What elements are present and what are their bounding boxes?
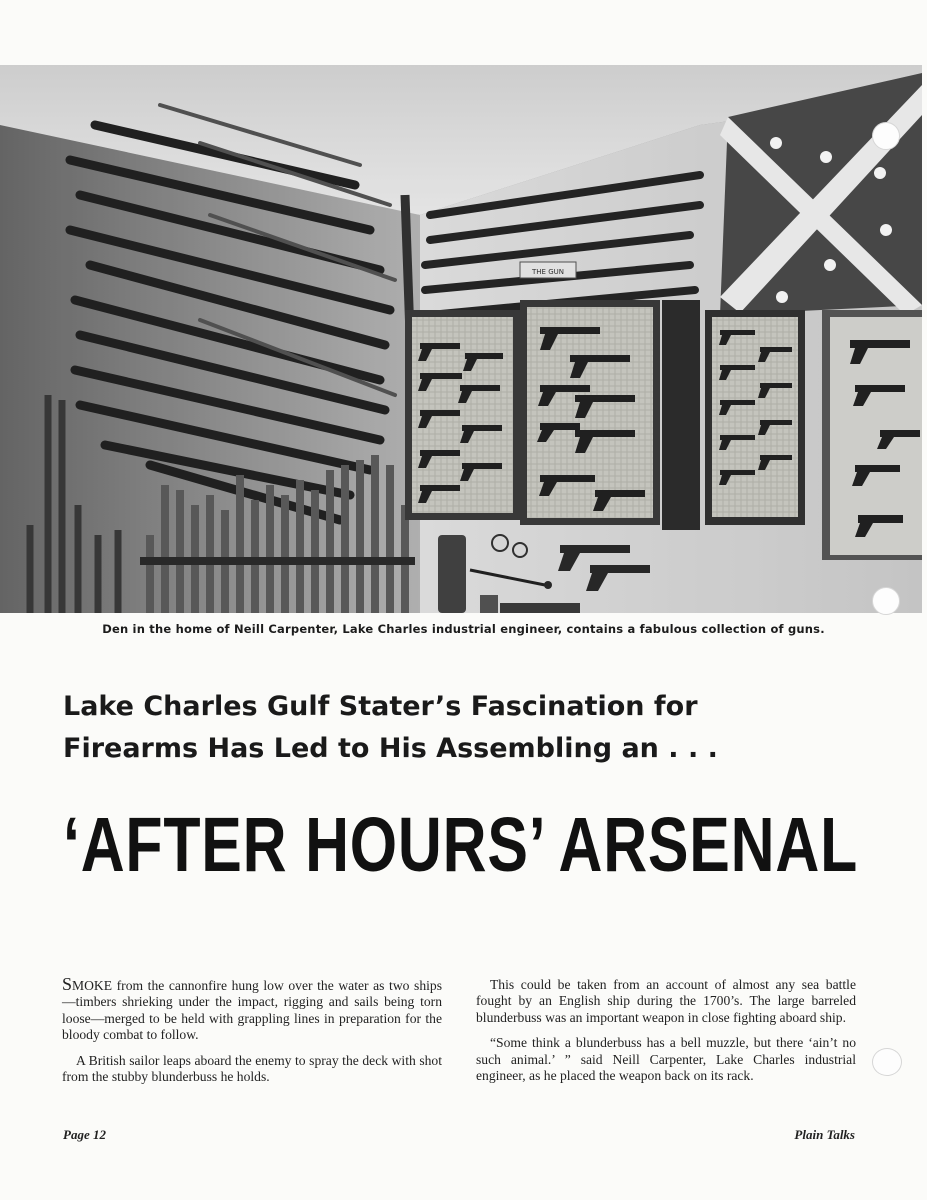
article-paragraph: “Some think a blunderbuss has a bell muzzle, but there ‘ain’t no such animal.’ ” said Neill Carpenter, Lake Charles industrial engineer, as he placed the weapon back on its rack.	[476, 1035, 856, 1084]
article-column-right	[476, 977, 856, 1093]
photo-caption: Den in the home of Neill Carpenter, Lake Charles industrial engineer, contains a fabulous collection of guns.	[102, 622, 825, 636]
article-paragraph	[62, 974, 442, 1044]
kicker	[63, 686, 883, 770]
binder-hole-bottom	[872, 1048, 902, 1076]
case-label: THE GUN	[532, 268, 564, 276]
page-number: Page 12	[63, 1127, 106, 1142]
article-paragraph: This could be taken from an account of almost any sea battle fought by an English ship during the 1700’s. The large barreled blunderbuss was an important weapon in close fighting aboard ship.	[476, 977, 856, 1025]
kicker-line-2: Firearms Has Led to His Assembling an . . .	[63, 733, 718, 764]
publication-name: Plain Talks	[794, 1127, 855, 1142]
binder-hole-middle	[872, 587, 900, 615]
binder-hole-top	[872, 122, 900, 150]
kicker-line-1: Lake Charles Gulf Stater’s Fascination for	[63, 691, 698, 722]
drop-cap: S	[62, 974, 73, 994]
den-gun-collection-photo	[0, 65, 922, 613]
photo-illustration	[0, 65, 922, 613]
paragraph-text: MOKE from the cannonfire hung low over the water as two ships—timbers shrieking under the impact, rigging and sails being torn loose—merged to be held with grappling lines in preparation for the bloody combat to follow.	[62, 978, 442, 1043]
headline: ‘AFTER HOURS’ ARSENAL	[63, 802, 859, 888]
article-column-left	[62, 974, 442, 1094]
article-paragraph: A British sailor leaps aboard the enemy to spray the deck with shot from the stubby blunderbuss he holds.	[62, 1052, 442, 1085]
